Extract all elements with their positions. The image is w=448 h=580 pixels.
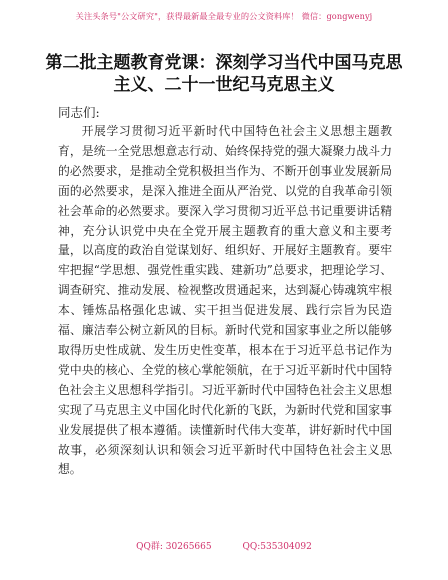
header-promo-note: 关注头条号"公文研究"，获得最新最全最专业的公文资料库！ 微信：gongwenyj xyxy=(75,11,373,21)
body-paragraph: 开展学习贯彻习近平新时代中国特色社会主义思想主题教育，是统一全党思想意志行动、始终保持党的强大凝聚力战斗力的必然要求，是推动全党积极担当作为、不断开创事业发展新局面的必然要求，是深入推进全面从严治党、以党的自我革命引领社会革命的必然要求。要深入学习贯彻习近平总书记重要讲话精神，充分认识党中央在全党开展主题教育的重大意义和主要考量，以高度的政治自觉谋划好、组织好、开展好主题教育。要牢牢把握“学思想、强党性重实践、建新功”总要求，把理论学习、调查研究、推动发展、检视整改贯通起来，达到凝心铸魂筑牢根本、锤炼品格强化忠诚、实干担当促进发展、践行宗旨为民造福、廉洁奉公树立新风的目标。新时代党和国家事业之所以能够取得历史性成就、发生历史性变革，根本在于习近平总书记作为党中央的核心、全党的核心掌舵领航，在于习近平新时代中国特色社会主义思想科学指引。习近平新时代中国特色社会主义思想实现了马克思主义中国化时代化新的飞跃，为新时代党和国家事业发展提供了根本遵循。读懂新时代伟大变革，讲好新时代中国故事，必须深刻认识和领会习近平新时代中国特色社会主义思想。 xyxy=(58,124,392,477)
footer-qq-group: QQ群: 30265665 xyxy=(136,542,212,552)
document-title: 第二批主题教育党课：深刻学习当代中国马克思主义、二十一世纪马克思主义 xyxy=(45,53,403,95)
footer-contacts xyxy=(0,541,448,553)
footer-qq: QQ:535304092 xyxy=(242,542,312,552)
greeting: 同志们: xyxy=(58,105,100,120)
